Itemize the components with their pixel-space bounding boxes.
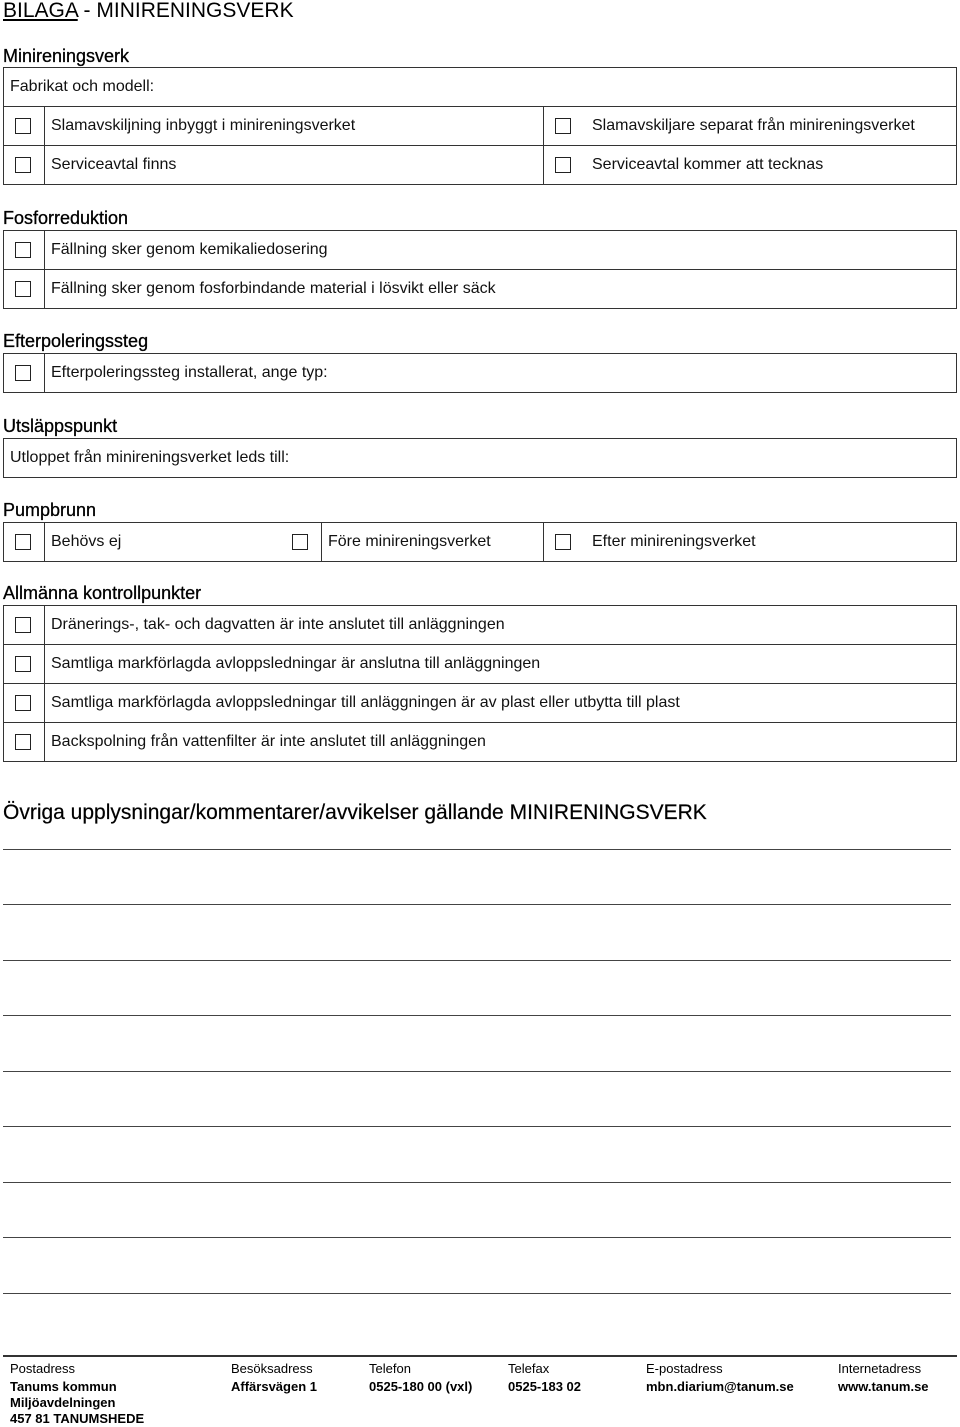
checkbox-slam-inbyggt[interactable] — [15, 118, 31, 134]
option-label: Serviceavtal kommer att tecknas — [592, 156, 824, 173]
footer-postadress-value — [10, 1379, 144, 1427]
checkbox-fosforbindande[interactable] — [15, 281, 31, 297]
kontroll-row-2 — [3, 644, 957, 684]
option-label: Samtliga markförlagda avloppsledningar till anläggningen är av plast eller utbytta till plast — [51, 694, 680, 711]
writing-line[interactable] — [3, 1015, 951, 1016]
option-cell — [44, 723, 957, 761]
option-cell — [44, 684, 957, 722]
option-label: Före minireningsverket — [328, 533, 491, 550]
option-label: Slamavskiljning inbyggt i minireningsverket — [51, 117, 356, 134]
checkbox-behovs-ej[interactable] — [15, 534, 31, 550]
footer-label: Postadress — [10, 1361, 76, 1376]
kontroll-row-4 — [3, 722, 957, 762]
title-prefix: BILAGA — [3, 0, 78, 22]
option-cell — [44, 523, 284, 561]
option-cell — [543, 107, 957, 145]
checkbox-serviceavtal-finns[interactable] — [15, 157, 31, 173]
option-cell — [543, 523, 957, 561]
ovriga-heading: Övriga upplysningar/kommentarer/avvikelser gällande MINIRENINGSVERK — [3, 801, 707, 824]
checkbox-dagvatten[interactable] — [15, 617, 31, 633]
section-fosforreduktion: Fosforreduktion — [3, 208, 129, 228]
writing-line[interactable] — [3, 904, 951, 905]
efterpolering-row — [3, 353, 957, 393]
writing-line[interactable] — [3, 1182, 951, 1183]
checkbox-backspolning[interactable] — [15, 734, 31, 750]
minireningsverk-row-1 — [3, 106, 957, 146]
writing-line[interactable] — [3, 1071, 951, 1072]
checkbox-kemikaliedosering[interactable] — [15, 242, 31, 258]
writing-line[interactable] — [3, 1237, 951, 1238]
fosfor-row-2 — [3, 269, 957, 309]
option-cell — [44, 270, 957, 308]
utlopp-field[interactable] — [3, 438, 957, 478]
footer-value: 0525-180 00 (vxl) — [369, 1379, 473, 1394]
option-cell[interactable] — [44, 354, 957, 392]
option-cell — [44, 231, 957, 269]
footer-label: Besöksadress — [231, 1361, 313, 1376]
footer-label: E-postadress — [646, 1361, 723, 1376]
page-title — [3, 0, 294, 23]
section-pumpbrunn: Pumpbrunn — [3, 500, 97, 520]
section-utslappspunkt: Utsläppspunkt — [3, 416, 118, 436]
footer-line: Miljöavdelningen — [10, 1395, 116, 1410]
footer-value: Affärsvägen 1 — [231, 1379, 317, 1394]
title-rest: - MINIRENINGSVERK — [77, 0, 294, 22]
footer-value[interactable]: mbn.diarium@tanum.se — [646, 1379, 794, 1394]
section-allmanna: Allmänna kontrollpunkter — [3, 583, 202, 603]
option-cell — [321, 523, 543, 561]
option-cell — [543, 146, 957, 184]
kontroll-row-1 — [3, 605, 957, 645]
checkbox-serviceavtal-tecknas[interactable] — [555, 157, 571, 173]
utlopp-label: Utloppet från minireningsverket leds till: — [10, 449, 290, 466]
footer-label: Telefax — [508, 1361, 550, 1376]
footer-value: 0525-183 02 — [508, 1379, 582, 1394]
footer-label: Telefon — [369, 1361, 411, 1376]
footer — [3, 1355, 957, 1426]
section-efterpolering: Efterpoleringssteg — [3, 331, 149, 351]
writing-line[interactable] — [3, 1293, 951, 1294]
checkbox-anslutna[interactable] — [15, 656, 31, 672]
model-label: Fabrikat och modell: — [10, 78, 155, 95]
option-label: Dränerings-, tak- och dagvatten är inte anslutet till anläggningen — [51, 616, 505, 633]
pumpbrunn-row — [3, 522, 957, 562]
option-label: Backspolning från vattenfilter är inte anslutet till anläggningen — [51, 733, 486, 750]
writing-line[interactable] — [3, 849, 951, 850]
option-label: Efter minireningsverket — [592, 533, 756, 550]
option-label: Serviceavtal finns — [51, 156, 177, 173]
checkbox-efterpolering[interactable] — [15, 365, 31, 381]
option-cell — [44, 107, 543, 145]
checkbox-slam-separat[interactable] — [555, 118, 571, 134]
option-label: Behövs ej — [51, 533, 122, 550]
footer-label: Internetadress — [838, 1361, 922, 1376]
option-label: Fällning sker genom fosforbindande material i lösvikt eller säck — [51, 280, 496, 297]
model-field[interactable] — [3, 67, 957, 107]
option-cell — [44, 645, 957, 683]
option-label: Slamavskiljare separat från minireningsverket — [592, 117, 915, 134]
writing-line[interactable] — [3, 960, 951, 961]
checkbox-fore[interactable] — [292, 534, 308, 550]
option-cell — [44, 606, 957, 644]
footer-value[interactable]: www.tanum.se — [838, 1379, 929, 1394]
checkbox-plast[interactable] — [15, 695, 31, 711]
footer-line: 457 81 TANUMSHEDE — [10, 1411, 145, 1426]
footer-line: Tanums kommun — [10, 1379, 117, 1394]
minireningsverk-row-2 — [3, 145, 957, 185]
option-cell — [44, 146, 543, 184]
section-minireningsverk: Minireningsverk — [3, 46, 130, 66]
checkbox-efter[interactable] — [555, 534, 571, 550]
writing-line[interactable] — [3, 1126, 951, 1127]
option-label: Efterpoleringssteg installerat, ange typ: — [51, 364, 328, 381]
fosfor-row-1 — [3, 230, 957, 270]
kontroll-row-3 — [3, 683, 957, 723]
option-label: Fällning sker genom kemikaliedosering — [51, 241, 328, 258]
option-label: Samtliga markförlagda avloppsledningar är anslutna till anläggningen — [51, 655, 541, 672]
